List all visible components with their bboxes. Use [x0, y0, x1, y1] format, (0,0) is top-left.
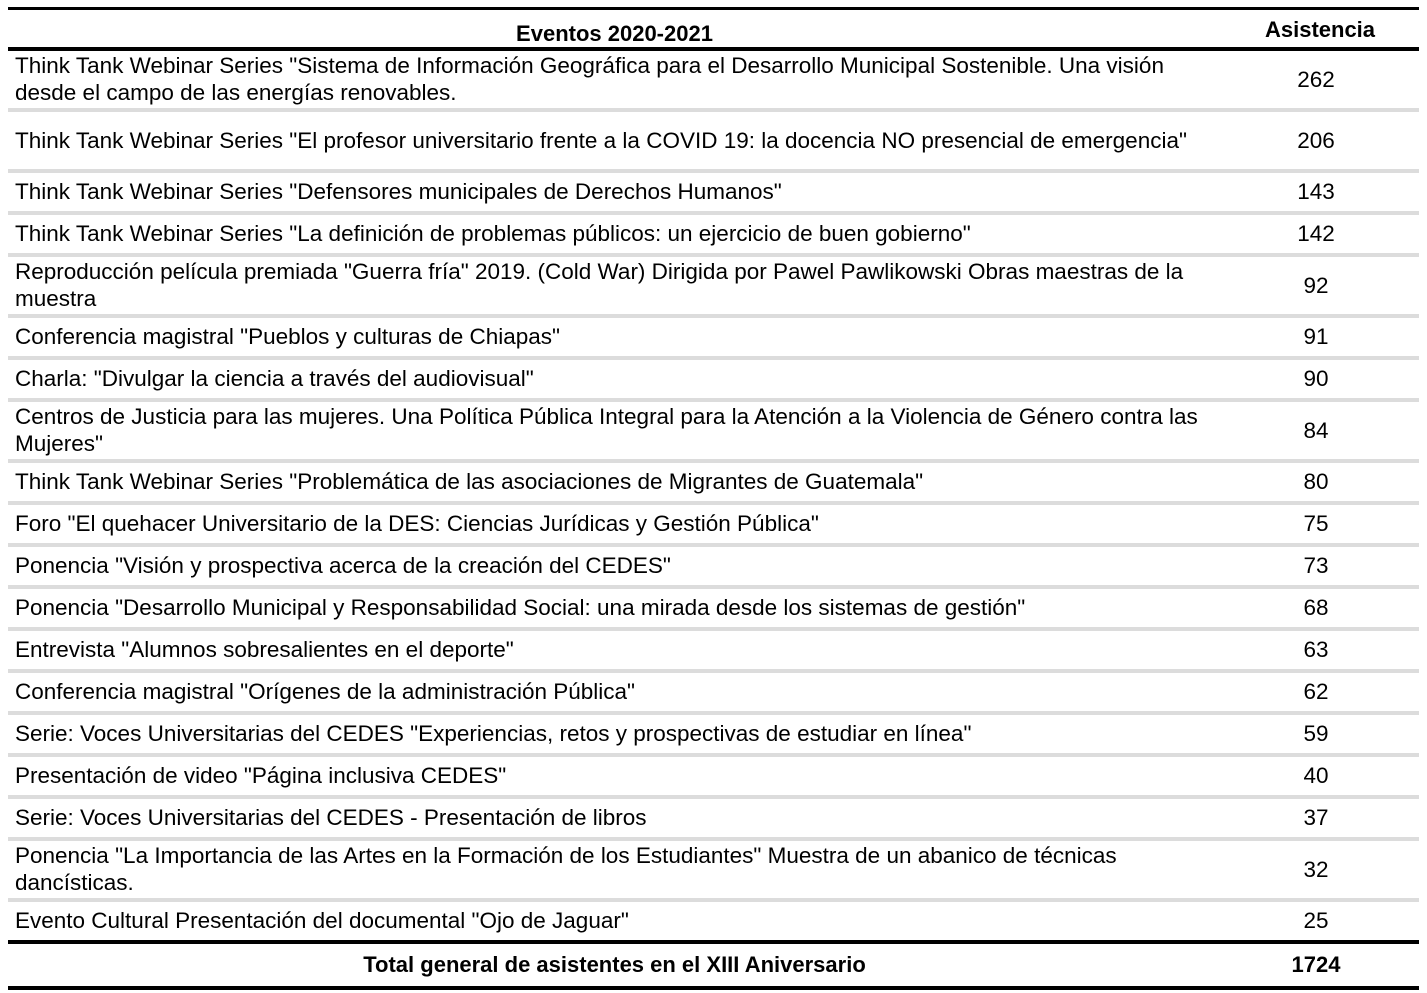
- event-name: Ponencia "Visión y prospectiva acerca de la creación del CEDES": [8, 545, 1221, 587]
- event-name: Think Tank Webinar Series "Problemática de las asociaciones de Migrantes de Guatemala": [8, 461, 1221, 503]
- table-row: [8, 900, 1419, 942]
- table-row: [8, 797, 1419, 839]
- table-footer: [8, 942, 1419, 988]
- attendance-value: 63: [1221, 629, 1419, 671]
- table-row: [8, 713, 1419, 755]
- attendance-value: 62: [1221, 671, 1419, 713]
- header-attendance: Asistencia: [1221, 9, 1419, 49]
- event-name: Think Tank Webinar Series "Defensores municipales de Derechos Humanos": [8, 171, 1221, 213]
- attendance-value: 142: [1221, 213, 1419, 255]
- table-row: [8, 587, 1419, 629]
- event-name: Think Tank Webinar Series "La definición de problemas públicos: un ejercicio de buen gobierno": [8, 213, 1221, 255]
- header-row: [8, 9, 1419, 49]
- event-name: Reproducción película premiada "Guerra fría" 2019. (Cold War) Dirigida por Pawel Pawlikowski Obras maestras de la muestra: [8, 255, 1221, 316]
- table-row: [8, 629, 1419, 671]
- table-row: [8, 839, 1419, 900]
- attendance-value: 25: [1303, 908, 1329, 933]
- table-row: [8, 171, 1419, 213]
- event-name: Conferencia magistral "Orígenes de la administración Pública": [8, 671, 1221, 713]
- event-name: Ponencia "La Importancia de las Artes en la Formación de los Estudiantes" Muestra de un abanico de técnicas dancísticas.: [8, 839, 1221, 900]
- attendance-value: 59: [1221, 713, 1419, 755]
- table-row: [8, 49, 1419, 110]
- event-name: Conferencia magistral "Pueblos y culturas de Chiapas": [8, 316, 1221, 358]
- attendance-value: 91: [1221, 316, 1419, 358]
- attendance-value: 32: [1221, 839, 1419, 900]
- table-row: [8, 400, 1419, 461]
- events-table: [8, 7, 1419, 990]
- attendance-value: 80: [1221, 461, 1419, 503]
- event-name: Ponencia "Desarrollo Municipal y Responsabilidad Social: una mirada desde los sistemas de gestión": [8, 587, 1221, 629]
- attendance-value: 40: [1221, 755, 1419, 797]
- attendance-value: 143: [1221, 171, 1419, 213]
- table-row: [8, 671, 1419, 713]
- attendance-value: 68: [1221, 587, 1419, 629]
- event-name: Think Tank Webinar Series "El profesor universitario frente a la COVID 19: la docencia NO presencial de emergencia": [8, 110, 1221, 171]
- event-name: Serie: Voces Universitarias del CEDES "Experiencias, retos y prospectivas de estudiar en línea": [8, 713, 1221, 755]
- table-row: [8, 358, 1419, 400]
- attendance-value: 75: [1221, 503, 1419, 545]
- event-name: Charla: "Divulgar la ciencia a través del audiovisual": [8, 358, 1221, 400]
- event-name: Entrevista "Alumnos sobresalientes en el deporte": [8, 629, 1221, 671]
- table-body: [8, 49, 1419, 942]
- table-row: [8, 110, 1419, 171]
- table-row: [8, 255, 1419, 316]
- attendance-value: 84: [1221, 400, 1419, 461]
- table-row: [8, 503, 1419, 545]
- event-name: Think Tank Webinar Series "Sistema de Información Geográfica para el Desarrollo Municipal Sostenible. Una visión desde el campo de las energías renovables.: [8, 49, 1221, 110]
- table-row: [8, 755, 1419, 797]
- event-name: Foro "El quehacer Universitario de la DES: Ciencias Jurídicas y Gestión Pública": [8, 503, 1221, 545]
- event-name: Serie: Voces Universitarias del CEDES - Presentación de libros: [8, 797, 1221, 839]
- event-name: Evento Cultural Presentación del documental "Ojo de Jaguar": [15, 908, 629, 933]
- event-name: Centros de Justicia para las mujeres. Una Política Pública Integral para la Atención a la Violencia de Género contra las Mujeres": [8, 400, 1221, 461]
- total-value: 1724: [1221, 942, 1419, 988]
- event-name: Presentación de video "Página inclusiva CEDES": [8, 755, 1221, 797]
- attendance-value: 73: [1221, 545, 1419, 587]
- total-row: [8, 942, 1419, 988]
- attendance-value: 37: [1221, 797, 1419, 839]
- table-row: [8, 461, 1419, 503]
- attendance-value: 90: [1221, 358, 1419, 400]
- table-row: [8, 213, 1419, 255]
- header-event: Eventos 2020-2021: [8, 9, 1221, 49]
- table-row: [8, 316, 1419, 358]
- table-row: [8, 545, 1419, 587]
- total-label: Total general de asistentes en el XIII Aniversario: [8, 942, 1221, 988]
- attendance-value: 262: [1221, 49, 1419, 110]
- attendance-value: 92: [1221, 255, 1419, 316]
- table-header: [8, 9, 1419, 49]
- attendance-value: 206: [1221, 110, 1419, 171]
